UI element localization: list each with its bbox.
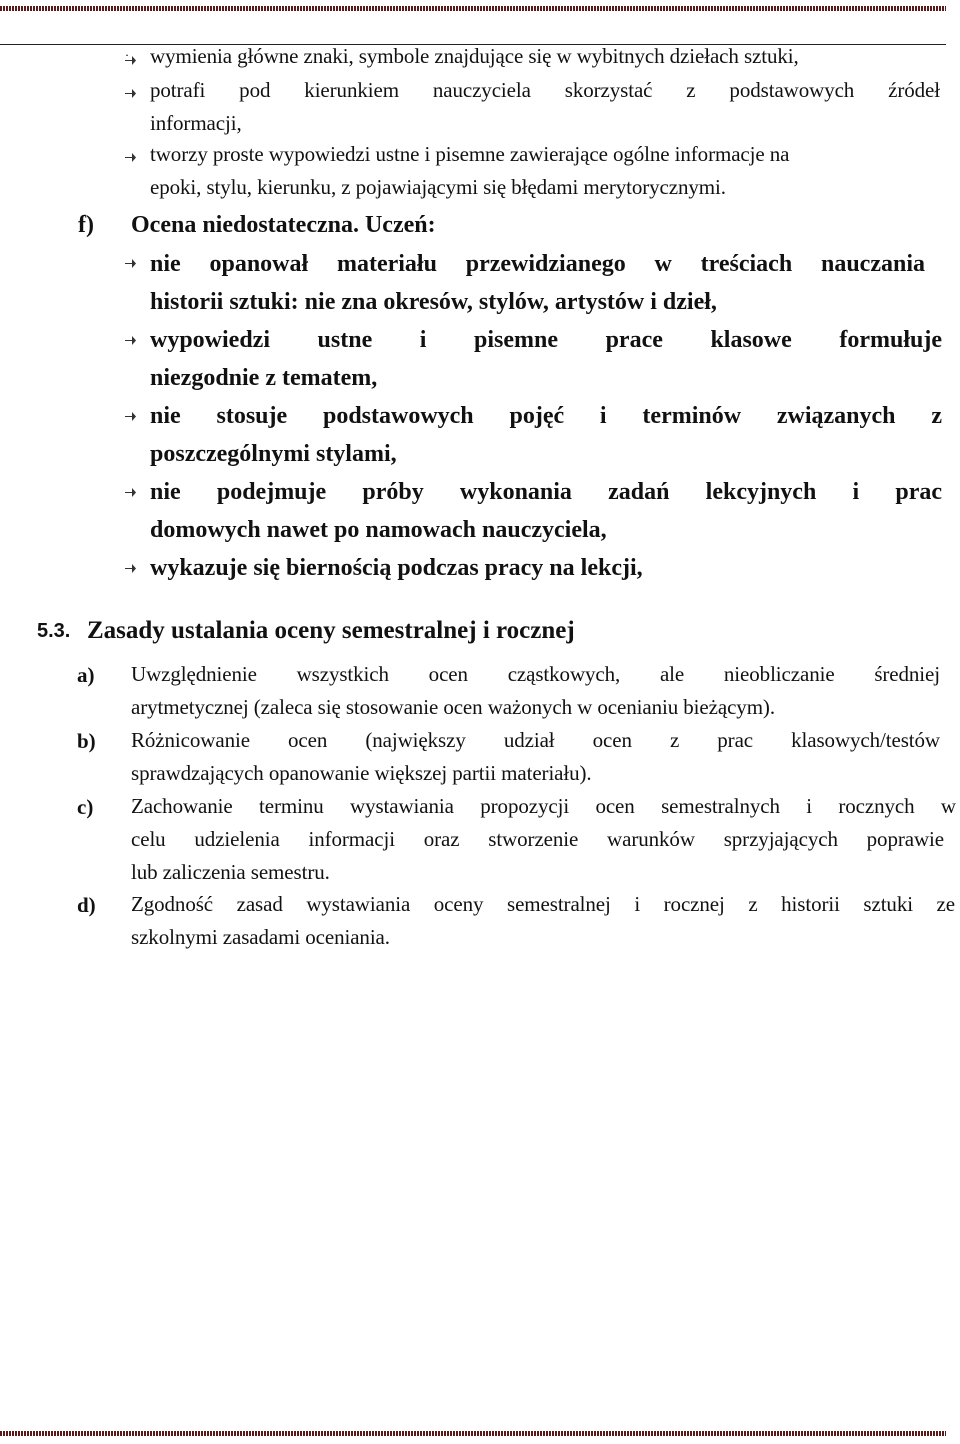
- bullet-arrow-icon: [124, 54, 137, 67]
- rule-text: Uwzględnienie wszystkich ocen cząstkowych, ale nieobliczanie średniej: [131, 662, 940, 686]
- rule-text: Zachowanie terminu wystawiania propozycji ocen semestralnych i rocznych w: [131, 794, 956, 818]
- bullet-arrow-icon: [124, 410, 137, 423]
- list-item-continuation: informacji,: [150, 111, 242, 135]
- list-item: nie opanował materiału przewidzianego w treściach nauczania: [150, 251, 925, 277]
- rule-text-continuation: celu udzielenia informacji oraz stworzenie warunków sprzyjających poprawie: [131, 827, 944, 851]
- rule-text-continuation: szkolnymi zasadami oceniania.: [131, 925, 390, 949]
- bullet-arrow-icon: [124, 151, 137, 164]
- rule-letter: c): [77, 795, 94, 819]
- list-item: nie stosuje podstawowych pojęć i terminów związanych z: [150, 403, 942, 429]
- bullet-arrow-icon: [124, 486, 137, 499]
- rule-text-continuation: lub zaliczenia semestru.: [131, 860, 330, 884]
- list-item-continuation: domowych nawet po namowach nauczyciela,: [150, 517, 607, 543]
- section-number: 5.3.: [37, 620, 71, 642]
- rule-letter: a): [77, 663, 95, 687]
- bullet-arrow-icon: [124, 334, 137, 347]
- list-item: tworzy proste wypowiedzi ustne i pisemne zawierające ogólne informacje na: [150, 142, 790, 166]
- list-item: wypowiedzi ustne i pisemne prace klasowe formułuje: [150, 327, 942, 353]
- list-item: nie podejmuje próby wykonania zadań lekcyjnych i prac: [150, 479, 942, 505]
- grade-heading: Ocena niedostateczna. Uczeń:: [131, 212, 436, 238]
- bullet-arrow-icon: [124, 87, 137, 100]
- rule-text: Zgodność zasad wystawiania oceny semestralnej i rocznej z historii sztuki ze: [131, 892, 955, 916]
- rule-letter: b): [77, 729, 96, 753]
- rule-text-continuation: arytmetycznej (zaleca się stosowanie ocen ważonych w ocenianiu bieżącym).: [131, 695, 775, 719]
- grade-letter: f): [78, 212, 94, 238]
- rule-text: Różnicowanie ocen (największy udział ocen z prac klasowych/testów: [131, 728, 940, 752]
- list-item-continuation: niezgodnie z tematem,: [150, 365, 378, 391]
- list-item: wykazuje się biernością podczas pracy na lekcji,: [150, 555, 643, 581]
- bullet-arrow-icon: [124, 257, 137, 270]
- list-item-continuation: historii sztuki: nie zna okresów, stylów, artystów i dzieł,: [150, 289, 717, 315]
- list-item-continuation: epoki, stylu, kierunku, z pojawiającymi się błędami merytorycznymi.: [150, 175, 726, 199]
- bullet-arrow-icon: [124, 562, 137, 575]
- section-title: Zasady ustalania oceny semestralnej i rocznej: [87, 617, 575, 644]
- page-top-decorative-rule: [0, 6, 946, 11]
- list-item-continuation: poszczególnymi stylami,: [150, 441, 397, 467]
- rule-letter: d): [77, 893, 96, 917]
- page-bottom-decorative-rule: [0, 1431, 946, 1436]
- list-item: potrafi pod kierunkiem nauczyciela skorzystać z podstawowych źródeł: [150, 78, 940, 102]
- rule-text-continuation: sprawdzających opanowanie większej partii materiału).: [131, 761, 592, 785]
- list-item: wymienia główne znaki, symbole znajdujące się w wybitnych dziełach sztuki,: [150, 44, 799, 68]
